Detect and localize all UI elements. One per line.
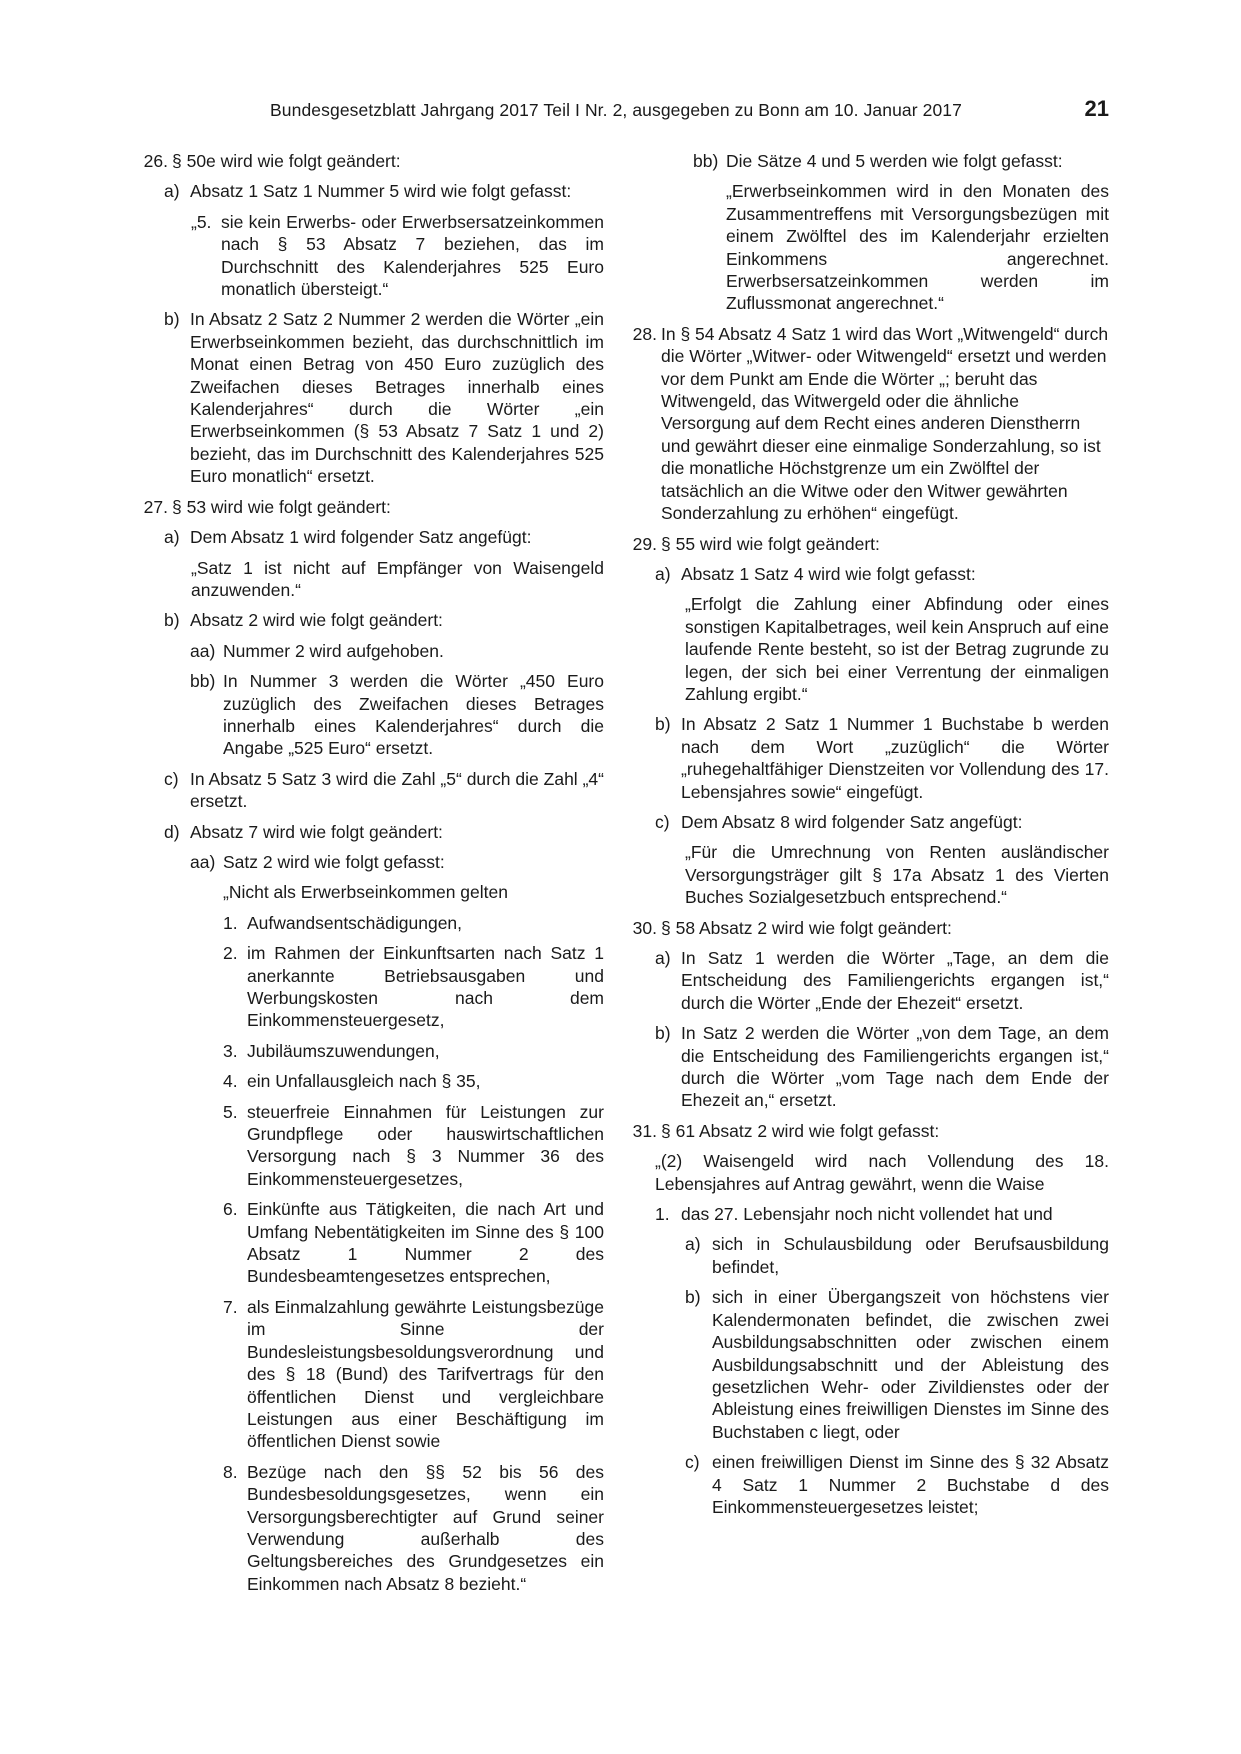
list-item xyxy=(223,1070,604,1092)
item-text: einen freiwilligen Dienst im Sinne des § 32 Absatz 4 Satz 1 Nummer 2 Buchstabe d des Einkommensteuergesetzes leistet; xyxy=(712,1452,1109,1517)
list-text: ein Unfallausgleich nach § 35, xyxy=(247,1071,481,1092)
item-text: § 55 wird wie folgt geändert: xyxy=(661,533,880,554)
list-item xyxy=(223,1198,604,1288)
item-text: In § 54 Absatz 4 Satz 1 wird das Wort „Witwengeld“ durch die Wörter „Witwer- oder Witwengeld“ ersetzt und werden vor dem Punkt am Ende die Wörter „; beruht das Witwengeld, das Witwergeld oder die ähnliche Versorgung auf dem Recht eines anderen Dienstherrn und gewährt dieser eine einmalige Sonderzahlung, so ist die monatliche Höchstgrenze um ein Zwölftel der tatsächlich an die Witwe oder den Witwer gewährten Sonderzahlung zu erhöhen“ eingefügt. xyxy=(661,323,1109,524)
item-26 xyxy=(128,150,604,172)
item-letter: a) xyxy=(655,948,671,968)
list-item xyxy=(223,1101,604,1191)
list-number: 6. xyxy=(223,1199,238,1220)
item-number: 27. xyxy=(143,496,168,517)
item-text: Dem Absatz 8 wird folgender Satz angefügt: xyxy=(681,811,1023,832)
item-30 xyxy=(617,917,1109,939)
item-text: § 58 Absatz 2 wird wie folgt geändert: xyxy=(661,917,952,938)
list-item xyxy=(223,1040,604,1062)
item-text: In Absatz 2 Satz 1 Nummer 1 Buchstabe b werden nach dem Wort „zuzüglich“ die Wörter „ruhegehaltfähiger Dienstzeiten vor Vollendung des 17. Lebensjahres sowie“ eingefügt. xyxy=(681,714,1109,802)
item-letter: b) xyxy=(164,309,180,330)
page-header xyxy=(128,96,1109,130)
item-letter: a) xyxy=(655,563,671,584)
item-letter: c) xyxy=(655,811,670,832)
item-number: 28. xyxy=(632,323,657,344)
item-text: In Satz 2 werden die Wörter „von dem Tage, an dem die Entscheidung des Familiengerichts ergangen ist,“ durch die Wörter „vom Tage nach dem Ende der Ehezeit an,“ ersetzt. xyxy=(681,1023,1109,1111)
item-letter: b) xyxy=(685,1287,701,1308)
item-letter: c) xyxy=(164,768,179,789)
item-number: 29. xyxy=(632,533,657,554)
item-30a xyxy=(655,947,1109,1014)
quote-29a: „Erfolgt die Zahlung einer Abfindung oder eines sonstigen Kapitalbetrages, weil kein Anspruch auf eine laufende Rente besteht, so ist der Betrag zugrunde zu legen, der sich bei einer Verrentung der einmaligen Zahlung ergibt.“ xyxy=(685,594,1109,704)
list-number: 8. xyxy=(223,1461,238,1482)
list-number: 4. xyxy=(223,1071,238,1092)
item-text: In Nummer 3 werden die Wörter „450 Euro zuzüglich des Zweifachen dieses Betrages innerhalb eines Kalenderjahres“ durch die Angabe „525 Euro“ ersetzt. xyxy=(223,671,604,759)
item-text: sich in einer Übergangszeit von höchstens vier Kalendermonaten befindet, die zwischen zwei Ausbildungsabschnitten oder zwischen einem Ausbildungsabschnitt und der Ableistung des gesetzlichen Wehr- oder Zivildienstes oder der Ableistung eines freiwilligen Dienstes im Sinne des Buchstaben c liegt, oder xyxy=(712,1287,1109,1442)
quote-27a: „Satz 1 ist nicht auf Empfänger von Waisengeld anzuwenden.“ xyxy=(191,557,604,600)
gazette-title: Bundesgesetzblatt Jahrgang 2017 Teil I Nr. 2, ausgegeben zu Bonn am 10. Januar 2017 xyxy=(270,100,962,120)
item-text: § 61 Absatz 2 wird wie folgt gefasst: xyxy=(661,1120,940,1141)
list-number: 1. xyxy=(223,912,238,933)
item-letter: b) xyxy=(655,714,671,735)
item-29 xyxy=(617,533,1109,555)
quote-31: „(2) Waisengeld wird nach Vollendung des 18. Lebensjahres auf Antrag gewährt, wenn die Waise xyxy=(655,1151,1109,1194)
list-item xyxy=(223,1461,604,1595)
item-text: Nummer 2 wird aufgehoben. xyxy=(223,640,444,661)
item-letter: d) xyxy=(164,821,180,842)
quote-text: sie kein Erwerbs- oder Erwerbsersatzeinkommen nach § 53 Absatz 7 beziehen, das im Durchschnitt des Kalenderjahres 525 Euro monatlich übersteigt.“ xyxy=(221,211,604,300)
list-number: 5. xyxy=(223,1101,238,1122)
list-item xyxy=(223,912,604,934)
item-letter: a) xyxy=(685,1234,701,1255)
item-text: sich in Schulausbildung oder Berufsausbildung befindet, xyxy=(712,1234,1109,1277)
item-text: § 50e wird wie folgt geändert: xyxy=(172,151,401,171)
list-number: 2. xyxy=(223,943,238,964)
item-number: 31. xyxy=(632,1120,657,1141)
list-text: Jubiläumszuwendungen, xyxy=(247,1040,440,1061)
item-text: Satz 2 wird wie folgt gefasst: xyxy=(223,851,445,872)
item-text: Absatz 7 wird wie folgt geändert: xyxy=(190,821,443,842)
item-31-1c xyxy=(685,1451,1109,1518)
item-31 xyxy=(617,1120,1109,1142)
item-26a xyxy=(164,180,604,202)
list-text: steuerfreie Einnahmen für Leistungen zur Grundpflege oder hauswirtschaftlichen Versorgung nach § 3 Nummer 36 des Einkommensteuergesetzes, xyxy=(247,1101,604,1189)
quote-29c: „Für die Umrechnung von Renten ausländischer Versorgungsträger gilt § 17a Absatz 1 des Vierten Buches Sozialgesetzbuch entsprechend.“ xyxy=(685,842,1109,908)
item-letter: b) xyxy=(164,610,180,631)
item-text: In Satz 1 werden die Wörter „Tage, an dem die Entscheidung des Familiengerichts ergangen ist,“ durch die Wörter „Ende der Ehezeit“ ersetzt. xyxy=(681,948,1109,1013)
item-31-1 xyxy=(655,1203,1109,1225)
list-item xyxy=(223,942,604,1032)
item-29a xyxy=(655,563,1109,585)
item-text: das 27. Lebensjahr noch nicht vollendet hat und xyxy=(681,1204,1053,1225)
item-27d-bb xyxy=(693,150,1109,172)
item-27c xyxy=(164,768,604,813)
list-text: Bezüge nach den §§ 52 bis 56 des Bundesbesoldungsgesetzes, wenn ein Versorgungsberechtigter auf Grund seiner Verwendung außerhalb des Geltungsbereiches des Grundgesetzes ein Einkommen nach Absatz 8 bezieht.“ xyxy=(247,1461,604,1594)
item-text: Dem Absatz 1 wird folgender Satz angefügt: xyxy=(190,527,532,548)
list-number: 7. xyxy=(223,1296,238,1317)
item-letter: c) xyxy=(685,1452,700,1473)
quote-27d-bb: „Erwerbseinkommen wird in den Monaten des Zusammentreffens mit Versorgungsbezügen mit einem Zwölftel des im Kalenderjahr erzielten Einkommens angerechnet. Erwerbsersatzeinkommen werden im Zuflussmonat angerechnet.“ xyxy=(726,181,1109,314)
item-letter: aa) xyxy=(190,851,216,872)
item-27a xyxy=(164,526,604,548)
item-31-1a xyxy=(685,1233,1109,1278)
item-text: In Absatz 5 Satz 3 wird die Zahl „5“ durch die Zahl „4“ ersetzt. xyxy=(190,768,604,812)
item-text: Absatz 2 wird wie folgt geändert: xyxy=(190,610,443,631)
list-number: 3. xyxy=(223,1040,238,1061)
list-text: Aufwandsentschädigungen, xyxy=(247,912,463,933)
quote-number: „5. xyxy=(191,211,212,232)
list-text: als Einmalzahlung gewährte Leistungsbezüge im Sinne der Bundesleistungsbesoldungsverordnung und des § 18 (Bund) des Tarifvertrags für den öffentlichen Dienst und vergleichbare Leistungen aus einer Beschäftigung im öffentlichen Dienst sowie xyxy=(247,1296,604,1452)
item-29c xyxy=(655,811,1109,833)
item-letter: a) xyxy=(164,181,180,202)
page-number: 21 xyxy=(1084,96,1109,121)
list-text: Einkünfte aus Tätigkeiten, die nach Art und Umfang Nebentätigkeiten im Sinne des § 100 Absatz 1 Nummer 2 des Bundesbeamtengesetzes entsprechen, xyxy=(247,1199,604,1287)
item-31-1b xyxy=(685,1286,1109,1443)
item-27 xyxy=(128,496,604,518)
item-text: Absatz 1 Satz 1 Nummer 5 wird wie folgt gefasst: xyxy=(190,181,572,202)
list-text: im Rahmen der Einkunftsarten nach Satz 1 anerkannte Betriebsausgaben und Werbungskosten nach dem Einkommensteuergesetz, xyxy=(247,943,604,1031)
item-27b xyxy=(164,609,604,631)
item-30b xyxy=(655,1022,1109,1112)
item-letter: b) xyxy=(655,1023,671,1044)
item-text: Die Sätze 4 und 5 werden wie folgt gefasst: xyxy=(726,151,1063,171)
quote-26a xyxy=(191,211,604,301)
item-number: 30. xyxy=(632,917,657,938)
item-letter: aa) xyxy=(190,640,216,661)
item-text: Absatz 1 Satz 4 wird wie folgt gefasst: xyxy=(681,563,976,584)
item-27b-aa xyxy=(190,640,604,662)
item-text: § 53 wird wie folgt geändert: xyxy=(172,496,391,517)
item-29b xyxy=(655,713,1109,803)
list-item xyxy=(223,1296,604,1453)
item-text: In Absatz 2 Satz 2 Nummer 2 werden die Wörter „ein Erwerbseinkommen bezieht, das durchschnittlich im Monat einen Betrag von 450 Euro zuzüglich des Zweifachen dieses Betrages innerhalb eines Kalenderjahres“ durch die Wörter „ein Erwerbseinkommen (§ 53 Absatz 7 Satz 1 und 2) bezieht, das im Durchschnitt des Kalenderjahres 525 Euro monatlich“ ersetzt. xyxy=(190,309,604,487)
item-letter: a) xyxy=(164,527,180,548)
item-28 xyxy=(617,323,1109,525)
item-26b xyxy=(164,308,604,487)
item-number: 26. xyxy=(143,151,168,171)
quote-27d-intro: „Nicht als Erwerbseinkommen gelten xyxy=(223,882,508,903)
item-27d-aa xyxy=(190,851,604,873)
item-27b-bb xyxy=(190,670,604,760)
right-column xyxy=(625,150,1109,1526)
left-column xyxy=(128,150,604,1603)
item-letter: bb) xyxy=(693,151,719,171)
item-number: 1. xyxy=(655,1204,670,1225)
item-27d xyxy=(164,821,604,843)
item-letter: bb) xyxy=(190,671,216,692)
